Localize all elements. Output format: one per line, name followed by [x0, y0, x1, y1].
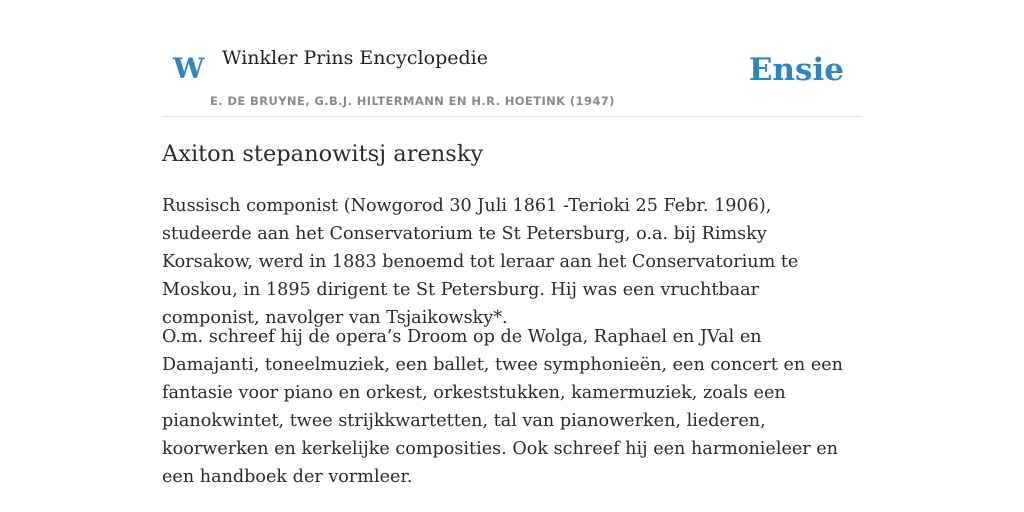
winkler-prins-logo-icon[interactable]: W	[173, 52, 205, 85]
source-header	[162, 0, 862, 117]
article-paragraph: Russisch componist (Nowgorod 30 Juli 1861 -Terioki 25 Febr. 1906), studeerde aan het Conservatorium te St Petersburg, o.a. bij Rimsky Korsakow, werd in 1883 benoemd tot leraar aan het Conservatorium te Moskou, in 1895 dirigent te St Petersburg. Hij was een vruchtbaar componist, navolger van Tsjaikowsky*.	[162, 196, 799, 328]
source-title[interactable]: Winkler Prins Encyclopedie	[222, 47, 488, 69]
content-container	[162, 0, 862, 487]
article-title: Axiton stepanowitsj arensky	[162, 141, 484, 167]
ensie-brand-logo[interactable]: Ensie	[748, 52, 844, 88]
article-paragraph: O.m. schreef hij de opera’s Droom op de Wolga, Raphael en JVal en Damajanti, toneelmuziek, een ballet, twee symphonieën, een concert en een fantasie voor piano en orkest, orkeststukken, kamermuziek, zoals een pianokwintet, twee strijkkwartetten, tal van pianowerken, liederen, koorwerken en kerkelijke composities. Ook schreef hij een harmonieleer en een handboek der vormleer.	[162, 327, 843, 487]
source-authors: E. DE BRUYNE, G.B.J. HILTERMANN EN H.R. HOETINK (1947)	[210, 94, 615, 108]
